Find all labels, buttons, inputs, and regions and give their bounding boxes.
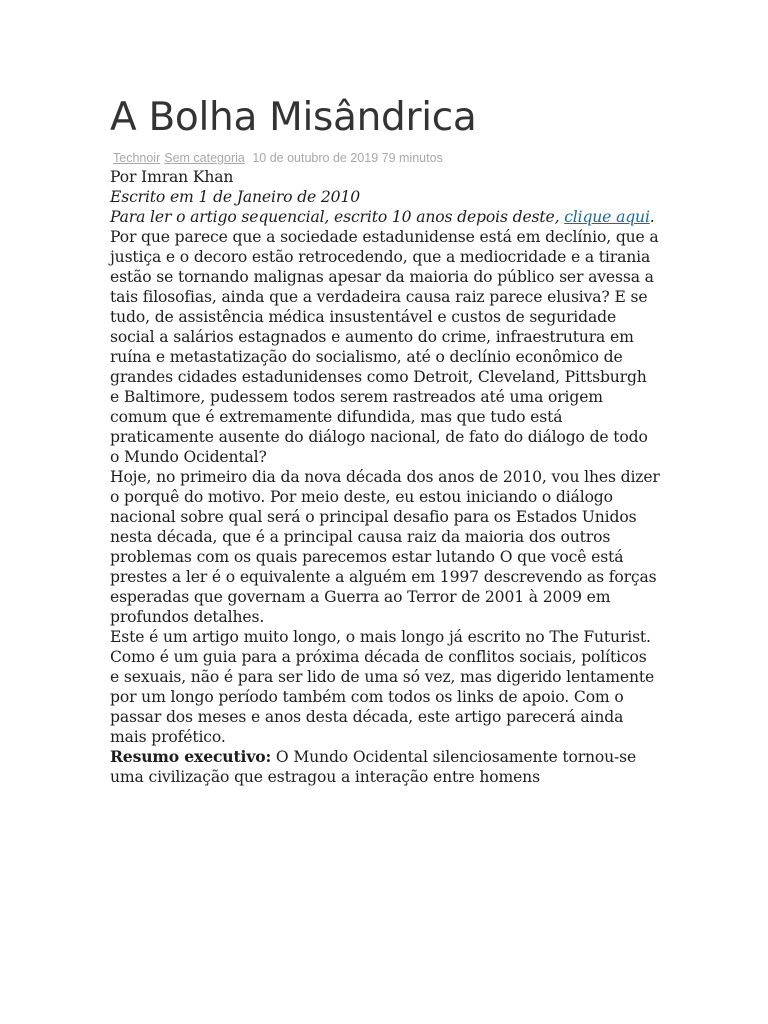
summary-label: Resumo executivo: <box>110 747 272 766</box>
sequel-end: . <box>649 208 655 226</box>
author-link[interactable]: Technoir <box>113 151 161 165</box>
paragraph: Este é um artigo muito longo, o mais longo já escrito no The Futurist. Como é um guia para a próxima década de conflitos sociais, políticos e sexuais, não é para ser lido de uma só vez, mas digerido lentamente por um longo período também com todos os links de apoio. Com o passar dos meses e anos desta década, este artigo parecerá ainda mais profético. <box>110 628 655 746</box>
written-date: Escrito em 1 de Janeiro de 2010 <box>110 188 360 206</box>
summary-paragraph <box>110 747 660 787</box>
sequel-link[interactable]: clique aqui <box>564 208 650 226</box>
summary-text: O Mundo Ocidental silenciosamente tornou-se uma civilização que estragou a interação entre homens <box>110 748 637 786</box>
article-body <box>110 167 660 787</box>
paragraph: Hoje, no primeiro dia da nova década dos anos de 2010, vou lhes dizer o porquê do motivo. Por meio deste, eu estou iniciando o diálogo nacional sobre qual será o principal desafio para os Estados Unidos nesta década, que é a principal causa raiz da maioria dos outros problemas com os quais parecemos estar lutando O que você está prestes a ler é o equivalente a alguém em 1997 descrevendo as forças esperadas que governam a Guerra ao Terror de 2001 à 2009 em profundos detalhes. <box>110 468 660 626</box>
sequel-text: Para ler o artigo sequencial, escrito 10 anos depois deste, <box>110 208 565 226</box>
post-meta <box>113 149 660 167</box>
category-link[interactable]: Sem categoria <box>164 151 245 165</box>
post-date: 10 de outubro de 2019 <box>252 151 379 165</box>
read-time: 79 minutos <box>381 151 443 165</box>
byline: Por Imran Khan <box>110 168 234 186</box>
article <box>110 90 660 787</box>
sequel-note <box>110 207 660 227</box>
page-title: A Bolha Misândrica <box>110 95 477 140</box>
paragraph: Por que parece que a sociedade estadunidense está em declínio, que a justiça e o decoro estão retrocedendo, que a mediocridade e a tirania estão se tornando malignas apesar da maioria do público ser avessa a tais filosofias, ainda que a verdadeira causa raiz parece elusiva? E se tudo, de assistência médica insustentável e custos de seguridade social a salários estagnados e aumento do crime, infraestrutura em ruína e metastatização do socialismo, até o declínio econômico de grandes cidades estadunidenses como Detroit, Cleveland, Pittsburgh e Baltimore, pudessem todos serem rastreados até uma origem comum que é extremamente difundida, mas que tudo está praticamente ausente do diálogo nacional, de fato do diálogo de todo o Mundo Ocidental? <box>110 228 659 466</box>
